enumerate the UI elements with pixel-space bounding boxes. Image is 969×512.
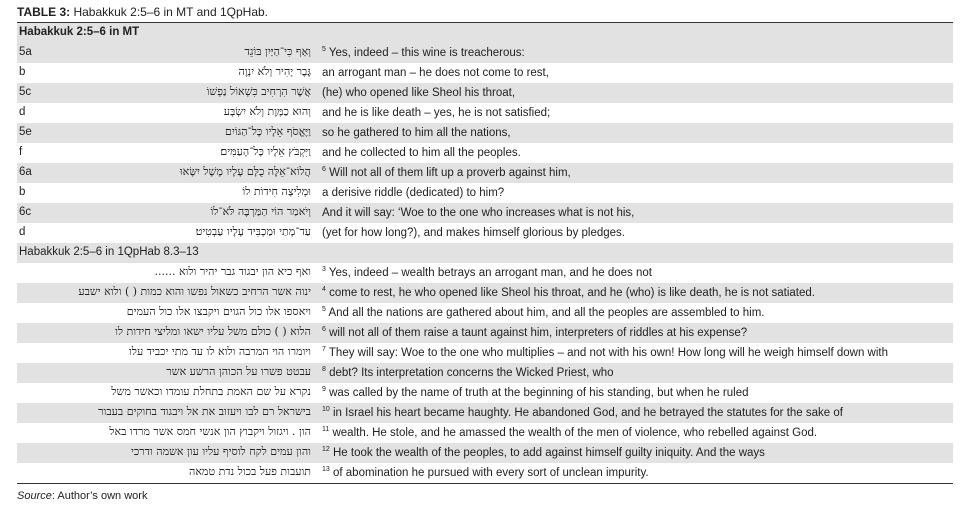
- section-header-qphab: Habakkuk 2:5–6 in 1QpHab 8.3–13: [17, 243, 953, 263]
- mt-row: [17, 163, 953, 183]
- qphab-row: [17, 343, 953, 363]
- english-translation: $^3$ Yes, indeed – wealth betrays an arrogant man, and he does not: [322, 266, 652, 279]
- qphab-row: [17, 263, 953, 283]
- english-translation: $^{10}$ in Israel his heart became haughty. He abandoned God, and he betrayed the statutes for the sake of: [322, 406, 843, 419]
- hebrew-text: עבטט פשרו על הכוהן הרשע אשר: [166, 365, 311, 378]
- verse-label: 5c: [19, 86, 32, 98]
- english-translation: $^8$ debt? Its interpretation concerns the Wicked Priest, who: [322, 366, 614, 379]
- qphab-row: [17, 463, 953, 483]
- hebrew-text: גֶּבֶר יָהִיר וְלֹא יִנְוֶה: [238, 65, 311, 78]
- verse-number: 5: [322, 46, 326, 53]
- mt-row: [17, 103, 953, 123]
- table-bottom-rule: [17, 483, 953, 484]
- verse-number: 4: [322, 286, 326, 293]
- table-source: Source: Author’s own work: [17, 490, 148, 502]
- hebrew-text: וַיֶּאֱסֹף אֵלָיו כָּל־הַגּוֹיִם: [225, 125, 311, 138]
- english-translation: and he is like death – yes, he is not satisfied;: [322, 106, 551, 119]
- section-header-mt: Habakkuk 2:5–6 in MT: [17, 23, 953, 43]
- english-translation: $^{11}$ wealth. He stole, and he amassed the wealth of the men of violence, who rebelled against God.: [322, 426, 818, 439]
- english-translation: $^5$ And all the nations are gathered about him, and all the peoples are assembled to him.: [322, 306, 765, 319]
- verse-label: 6a: [19, 166, 32, 178]
- english-translation: $^6$ will not all of them raise a taunt against him, interpreters of riddles at his expense?: [322, 326, 748, 339]
- qphab-row: [17, 303, 953, 323]
- mt-row: [17, 43, 953, 63]
- english-translation: $^4$ come to rest, he who opened like Sheol his throat, and he (who) is like death, he is not satiated.: [322, 286, 815, 299]
- hebrew-text: וּמְלִיצָה חִידוֹת לוֹ: [242, 185, 311, 198]
- english-translation: $^{12}$ He took the wealth of the peoples, to add against himself guilty iniquity. And the ways: [322, 446, 765, 459]
- english-translation: And it will say: ‘Woe to the one who increases what is not his,: [322, 206, 635, 219]
- qphab-row: [17, 323, 953, 343]
- hebrew-text: הֲלוֹא־אֵלֶּה כֻלָּם עָלָיו מָשָׁל יִשָּׂאוּ: [179, 165, 311, 178]
- hebrew-text: עַד־מָתַי וּמַכְבִּיד עָלָיו עַבְטִיט׃: [195, 225, 311, 238]
- hebrew-text: בישראל רם לבו ויעזוב את אל ויבגוד בחוקים בעבור: [98, 405, 311, 418]
- verse-label: d: [19, 226, 26, 238]
- verse-number: 10: [322, 406, 330, 413]
- hebrew-text: ויאספו אלו כול הגוים ויקבצו אלו כול העמים: [126, 305, 311, 318]
- verse-number: 12: [322, 446, 330, 453]
- english-translation: $^7$ They will say: Woe to the one who multiplies – and not with his own! How long will he weigh himself down with: [322, 346, 888, 359]
- verse-number: 6: [322, 326, 326, 333]
- qphab-row: [17, 363, 953, 383]
- qphab-row: [17, 423, 953, 443]
- english-translation: $^9$ was called by the name of truth at the beginning of his standing, but when he ruled: [322, 386, 749, 399]
- hebrew-text: נקרא על שם האמת בתחלת עומדו וכאשר משל: [111, 385, 311, 398]
- verse-number: 7: [322, 346, 326, 353]
- qphab-row: [17, 443, 953, 463]
- hebrew-text: וַיִּקְבֹּץ אֵלָיו כָּל־הָעַמִּים׃: [220, 145, 311, 158]
- qphab-row: [17, 383, 953, 403]
- verse-number: 11: [322, 426, 330, 433]
- mt-row: [17, 203, 953, 223]
- english-translation: an arrogant man – he does not come to rest,: [322, 66, 549, 79]
- verse-label: f: [19, 146, 23, 158]
- english-translation: $^6$ Will not all of them lift up a proverb against him,: [322, 166, 571, 179]
- english-translation: $^5$ Yes, indeed – this wine is treacherous:: [322, 46, 525, 59]
- verse-label: 6c: [19, 206, 32, 218]
- mt-row: [17, 123, 953, 143]
- english-translation: and he collected to him all the peoples.: [322, 146, 521, 159]
- verse-label: 5e: [19, 126, 32, 138]
- hebrew-text: ינוה אשר הרחיב כשאול נפשו והוא כמות ( ) ולוא ישבע: [78, 285, 311, 298]
- english-translation: (yet for how long?), and makes himself glorious by pledges.: [322, 226, 625, 239]
- verse-number: 6: [322, 166, 326, 173]
- mt-row: [17, 223, 953, 243]
- verse-label: b: [19, 186, 26, 198]
- hebrew-text: ואף כיא הון יבגוד גבר יהיר ולוא ......: [154, 265, 311, 278]
- verse-number: 9: [322, 386, 326, 393]
- table-title: TABLE 3: Habakkuk 2:5–6 in MT and 1QpHab.: [17, 5, 269, 19]
- hebrew-text: תועבות פעל בכול נדת טמאה: [189, 465, 311, 478]
- hebrew-text: אֲשֶׁר הִרְחִיב כִּשְׁאוֹל נַפְשׁוֹ: [206, 85, 311, 98]
- verse-label: b: [19, 66, 26, 78]
- verse-label: 5a: [19, 46, 32, 58]
- verse-number: 13: [322, 466, 330, 473]
- verse-number: 8: [322, 366, 326, 373]
- english-translation: a derisive riddle (dedicated) to him?: [322, 186, 505, 199]
- english-translation: (he) who opened like Sheol his throat,: [322, 86, 516, 99]
- verse-number: 5: [322, 306, 326, 313]
- hebrew-text: וְהוּא כַמָּוֶת וְלֹא יִשְׂבָּע: [223, 105, 311, 118]
- english-translation: $^{13}$ of abomination he pursued with every sort of unclean impurity.: [322, 466, 649, 479]
- english-translation: so he gathered to him all the nations,: [322, 126, 511, 139]
- verse-label: d: [19, 106, 26, 118]
- mt-row: [17, 63, 953, 83]
- verse-number: 3: [322, 266, 326, 273]
- hebrew-text: והון עמים לקח לוסיף עליו עון אשמה ודרכי: [131, 445, 311, 458]
- mt-row: [17, 143, 953, 163]
- hebrew-text: ויומרו הוי המרבה ולוא לו עד מתי יכביד עלו: [128, 345, 311, 358]
- hebrew-text: הלוא ( ) כולם משל עליו ישאו ומליצי חידות לו: [115, 325, 311, 338]
- hebrew-text: וְאַף כִּי־הַיַּיִן בּוֹגֵד: [244, 45, 311, 58]
- mt-row: [17, 83, 953, 103]
- hebrew-text: וְיֹאמַר הוֹי הַמַּרְבֶּה לֹּא־לוֹ: [210, 205, 311, 218]
- mt-row: [17, 183, 953, 203]
- qphab-row: [17, 283, 953, 303]
- hebrew-text: הון . ויגזול ויקבוץ הון אנשי חמס אשר מרדו באל: [109, 425, 311, 438]
- qphab-row: [17, 403, 953, 423]
